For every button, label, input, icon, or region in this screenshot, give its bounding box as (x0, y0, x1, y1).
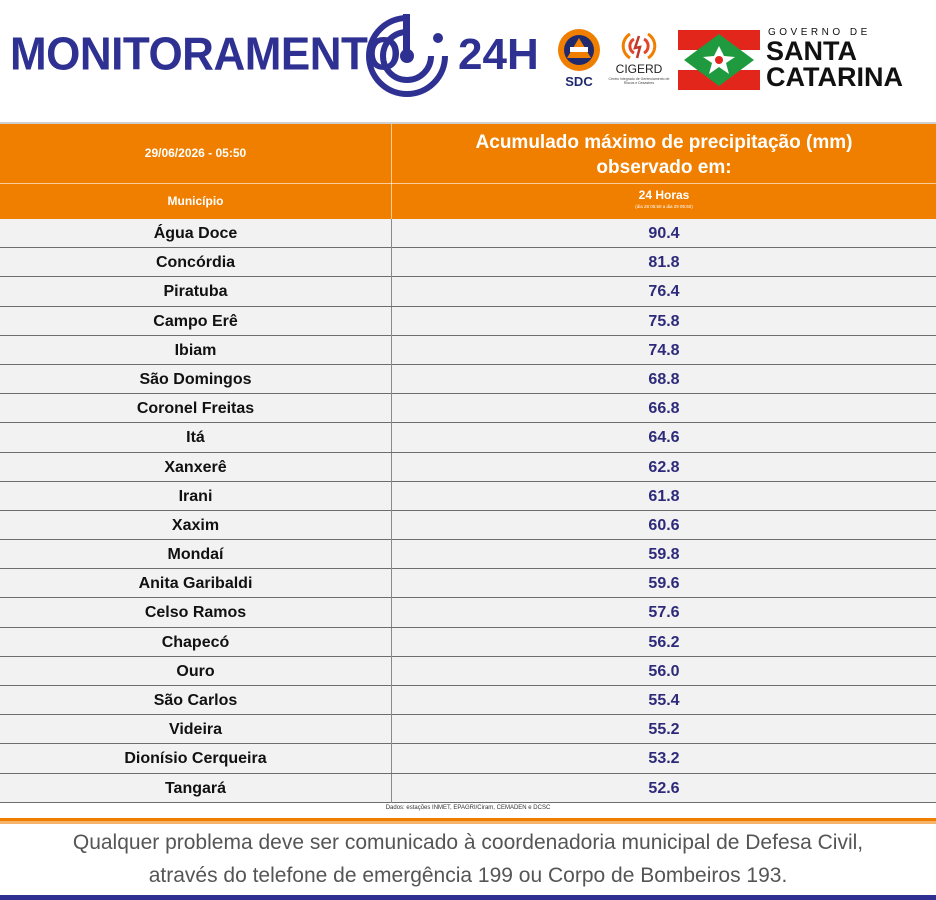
brand-title: MONITORAMENTO (10, 28, 401, 81)
gov-name (766, 38, 903, 90)
precipitation-value: 53.2 (648, 750, 680, 768)
precipitation-value: 57.6 (648, 604, 680, 622)
radar-icon (362, 10, 452, 104)
precipitation-value: 68.8 (648, 370, 680, 388)
municipio-name: Itá (186, 429, 205, 447)
santa-catarina-flag-icon (678, 30, 760, 90)
municipio-name: Mondaí (167, 546, 224, 564)
precipitation-value: 74.8 (648, 341, 680, 359)
precipitation-value: 56.2 (648, 633, 680, 651)
footer-message (0, 826, 936, 892)
precipitation-value: 55.2 (648, 721, 680, 739)
precipitation-value: 61.8 (648, 487, 680, 505)
table-row (0, 219, 936, 248)
table-row (0, 394, 936, 423)
brand-suffix: 24H (458, 30, 539, 79)
municipio-name: Xaxim (171, 516, 220, 534)
cigerd-label: CIGERD (615, 62, 663, 76)
gov-name-line1: SANTA (766, 36, 857, 66)
report-date: 29/06/2026 - 05:50 (144, 146, 247, 160)
table-title (392, 130, 936, 180)
municipio-name: Celso Ramos (144, 604, 247, 622)
table-header (0, 124, 936, 219)
municipio-name: Piratuba (163, 283, 228, 301)
precipitation-value: 64.6 (648, 429, 680, 447)
cigerd-logo-icon (608, 30, 670, 62)
table-title-line1: Acumulado máximo de precipitação (mm) (475, 132, 853, 153)
page-header (0, 0, 936, 124)
municipio-name: Irani (178, 487, 213, 505)
data-source-note: Dados: estações INMET, EPAGRI/Ciram, CEMADEN e DCSC (385, 805, 551, 811)
precipitation-value: 60.6 (648, 516, 680, 534)
table-body (0, 219, 936, 803)
municipio-name: Água Doce (153, 225, 238, 242)
gov-name-line2: CATARINA (766, 62, 903, 92)
table-row (0, 628, 936, 657)
municipio-name: Ouro (176, 662, 215, 680)
sdc-logo (555, 28, 603, 92)
municipio-name: São Carlos (153, 692, 238, 709)
footer-line1: Qualquer problema deve ser comunicado à coordenadoria municipal de Defesa Civil, (72, 831, 864, 854)
precipitation-value: 59.8 (648, 546, 680, 564)
gov-small-label: GOVERNO DE (768, 27, 871, 38)
municipio-name: São Domingos (139, 370, 252, 388)
municipio-name: Dionísio Cerqueira (124, 750, 267, 768)
precipitation-value: 90.4 (648, 225, 680, 242)
table-row (0, 657, 936, 686)
table-row (0, 336, 936, 365)
precipitation-value: 76.4 (648, 283, 680, 301)
footer-line2: através do telefone de emergência 199 ou Corpo de Bombeiros 193. (148, 864, 788, 887)
municipio-name: Ibiam (174, 341, 217, 359)
municipio-name: Concórdia (155, 254, 236, 272)
table-row (0, 511, 936, 540)
table-row (0, 277, 936, 306)
bottom-bar (0, 895, 936, 900)
table-row (0, 540, 936, 569)
table-row (0, 569, 936, 598)
municipio-name: Campo Erê (153, 312, 238, 330)
table-row (0, 715, 936, 744)
table-row (0, 423, 936, 452)
municipio-name: Videira (168, 721, 223, 739)
footer-stripe-light (0, 821, 936, 824)
sdc-logo-icon (555, 28, 603, 74)
precipitation-value: 75.8 (648, 312, 680, 330)
table-row (0, 774, 936, 803)
column-header-24h: 24 Horas (638, 188, 690, 202)
sdc-label: SDC (565, 74, 593, 89)
precipitation-value: 59.6 (648, 575, 680, 593)
precipitation-value: 56.0 (648, 662, 680, 680)
table-row (0, 598, 936, 627)
header-divider-horizontal (0, 183, 936, 184)
precipitation-value: 52.6 (648, 779, 680, 797)
column-header-municipio: Município (167, 194, 224, 208)
cigerd-logo (608, 30, 670, 90)
municipio-name: Xanxerê (164, 458, 227, 476)
precipitation-value: 81.8 (648, 254, 680, 272)
table-title-line2: observado em: (596, 157, 732, 178)
municipio-name: Anita Garibaldi (138, 575, 253, 593)
precipitation-value: 55.4 (648, 692, 680, 709)
table-row (0, 686, 936, 715)
table-row (0, 307, 936, 336)
table-row (0, 365, 936, 394)
table-row (0, 453, 936, 482)
municipio-name: Coronel Freitas (136, 400, 255, 418)
municipio-name: Chapecó (161, 633, 230, 651)
cigerd-subtitle: Centro Integrado de Gerenciamento de Riscos e Desastres (608, 77, 670, 85)
precipitation-value: 66.8 (648, 400, 680, 418)
table-row (0, 248, 936, 277)
precipitation-value: 62.8 (648, 458, 680, 476)
column-header-24h-range: (dia 28 05:50 a dia 29 05:50) (635, 204, 693, 209)
table-row (0, 744, 936, 773)
municipio-name: Tangará (164, 779, 227, 797)
table-row (0, 482, 936, 511)
